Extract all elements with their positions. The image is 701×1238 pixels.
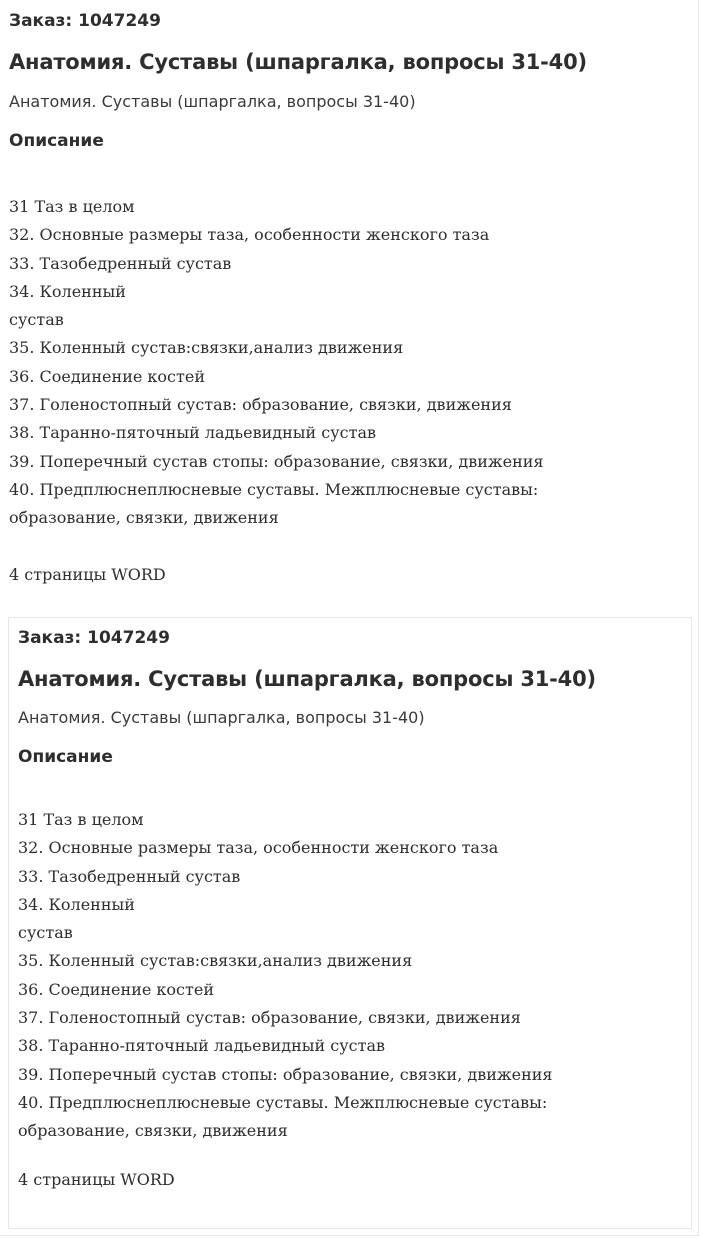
order-number: Заказ: 1047249 (18, 628, 170, 648)
list-item: 32. Основные размеры таза, особенности женского таза (9, 225, 490, 245)
list-item: 38. Таранно-пяточный ладьевидный сустав (18, 1036, 385, 1056)
list-item: 36. Соединение костей (9, 366, 205, 386)
page-count: 4 страницы WORD (9, 565, 166, 584)
list-item: сустав (9, 310, 64, 330)
list-item: 32. Основные размеры таза, особенности женского таза (18, 838, 499, 858)
list-item: 38. Таранно-пяточный ладьевидный сустав (9, 423, 376, 443)
list-item: 35. Коленный сустав:связки,анализ движения (9, 338, 404, 358)
list-item: 33. Тазобедренный сустав (9, 253, 232, 273)
list-item: 31 Таз в целом (18, 810, 144, 829)
list-item: сустав (18, 923, 73, 943)
list-item: образование, связки, движения (18, 1121, 288, 1141)
list-item: образование, связки, движения (9, 508, 279, 528)
list-item: 37. Голеностопный сустав: образование, связки, движения (18, 1008, 521, 1028)
list-item: 40. Предплюснеплюсневые суставы. Межплюсневые суставы: (9, 479, 539, 499)
list-item: 35. Коленный сустав:связки,анализ движения (18, 951, 413, 971)
order-block-nested (8, 617, 692, 1229)
page-title: Анатомия. Суставы (шпаргалка, вопросы 31-40) (9, 50, 587, 74)
list-item: 37. Голеностопный сустав: образование, связки, движения (9, 395, 512, 415)
description-heading: Описание (18, 747, 113, 767)
description-list (9, 193, 544, 533)
page-count: 4 страницы WORD (18, 1170, 175, 1189)
list-item: 34. Коленный (18, 894, 135, 914)
page-title: Анатомия. Суставы (шпаргалка, вопросы 31-40) (18, 667, 596, 691)
order-number: Заказ: 1047249 (9, 11, 161, 31)
list-item: 33. Тазобедренный сустав (18, 866, 241, 886)
description-list (18, 806, 553, 1146)
list-item: 39. Поперечный сустав стопы: образование, связки, движения (18, 1064, 553, 1084)
list-item: 31 Таз в целом (9, 197, 135, 216)
list-item: 36. Соединение костей (18, 979, 214, 999)
description-heading: Описание (9, 131, 104, 151)
page-subtitle: Анатомия. Суставы (шпаргалка, вопросы 31-40) (18, 708, 425, 727)
page-subtitle: Анатомия. Суставы (шпаргалка, вопросы 31-40) (9, 92, 416, 111)
list-item: 39. Поперечный сустав стопы: образование, связки, движения (9, 451, 544, 471)
list-item: 34. Коленный (9, 281, 126, 301)
list-item: 40. Предплюснеплюсневые суставы. Межплюсневые суставы: (18, 1092, 548, 1112)
